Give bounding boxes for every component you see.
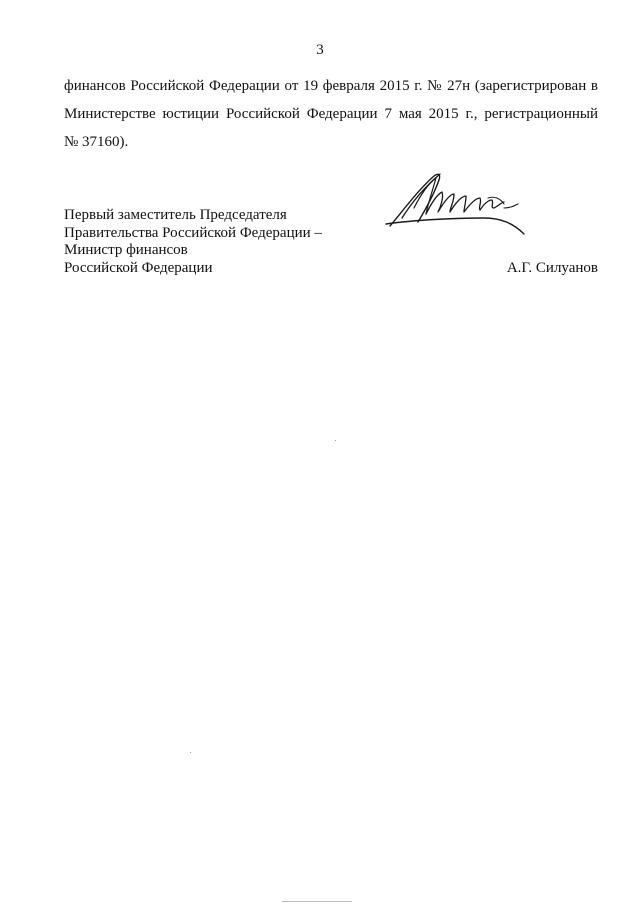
signatory-title-line-4: Российской Федерации bbox=[64, 259, 213, 276]
signer-name: А.Г. Силуанов bbox=[506, 260, 598, 276]
body-line-3: № 37160). bbox=[64, 134, 129, 150]
signatory-title-line-1: Первый заместитель Председателя bbox=[64, 207, 287, 223]
body-paragraph bbox=[64, 72, 598, 156]
body-line-2: Министерстве юстиции Российской Федерации 7 мая 2015 г., регистрационный bbox=[64, 106, 598, 122]
page-number: 3 bbox=[316, 42, 324, 58]
handwritten-signature-icon bbox=[384, 168, 534, 240]
scan-edge-mark bbox=[282, 901, 352, 902]
signatory-title bbox=[64, 207, 322, 277]
scan-speck bbox=[190, 752, 191, 753]
signatory-title-line-3: Министр финансов bbox=[64, 242, 188, 258]
scan-speck bbox=[335, 440, 336, 441]
signatory-title-line-2: Правительства Российской Федерации – bbox=[64, 224, 322, 241]
body-line-1: финансов Российской Федерации от 19 февраля 2015 г. № 27н (зарегистрирован в bbox=[64, 78, 598, 94]
